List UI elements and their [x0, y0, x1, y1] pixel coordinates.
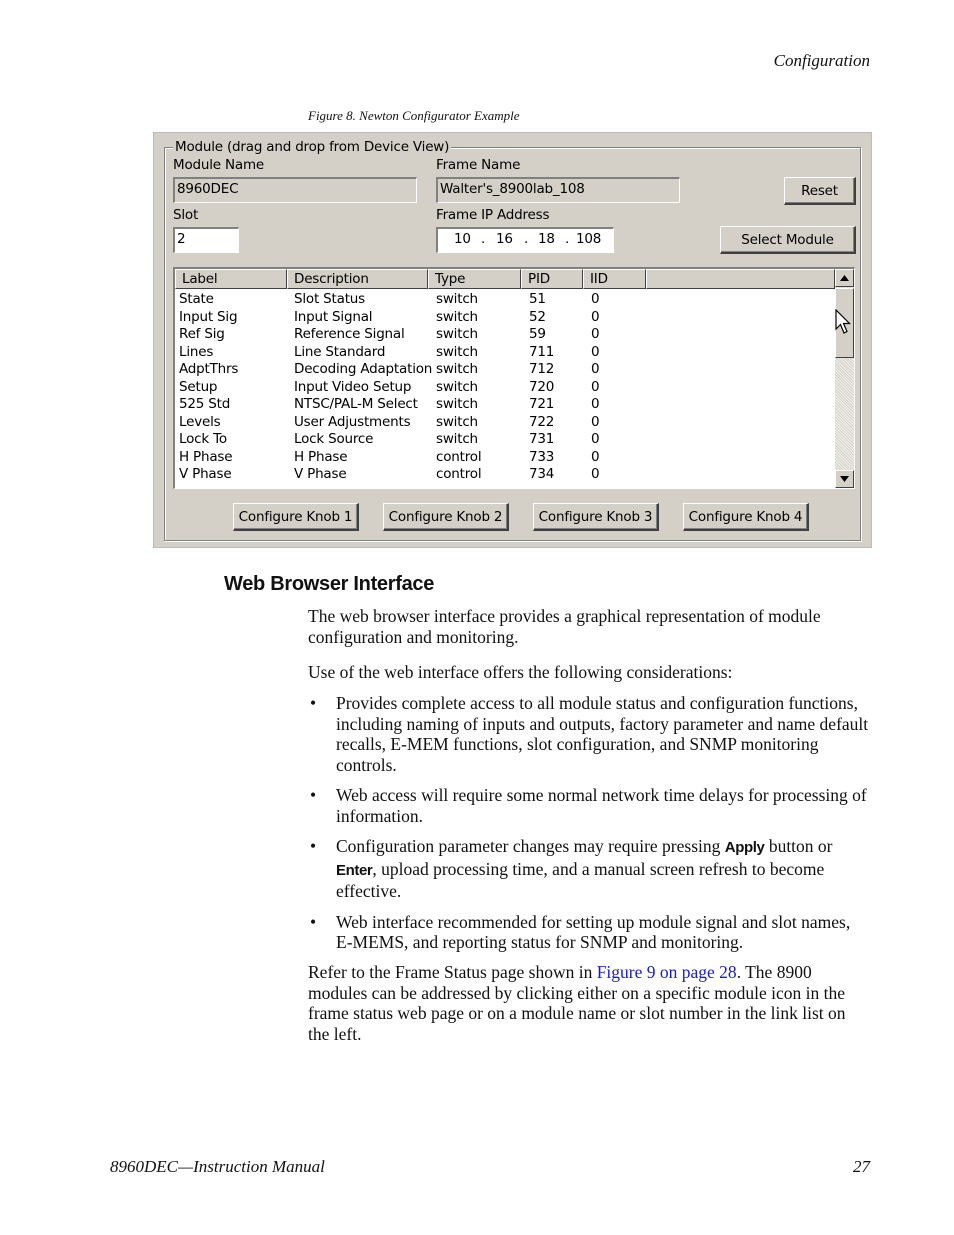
scroll-down-button[interactable] — [835, 470, 854, 488]
cell-pid: 712 — [529, 361, 555, 377]
cell-type: switch — [436, 378, 478, 395]
column-header-description[interactable]: Description — [287, 269, 428, 289]
ip-octet-4: 108 — [576, 231, 602, 247]
cell-label: Ref Sig — [179, 326, 225, 342]
table-row[interactable] — [175, 431, 835, 449]
cell-iid: 0 — [591, 361, 600, 377]
cell-iid: 0 — [591, 448, 600, 465]
cell-iid: 0 — [591, 396, 600, 412]
column-header-type[interactable]: Type — [428, 269, 521, 289]
column-header-iid[interactable]: IID — [583, 269, 646, 289]
parameter-list[interactable] — [173, 267, 855, 489]
frame-name-label: Frame Name — [436, 157, 521, 173]
mouse-pointer-icon — [835, 309, 851, 335]
cell-iid: 0 — [591, 343, 600, 360]
cell-type: switch — [436, 343, 478, 360]
section-heading: Web Browser Interface — [224, 573, 435, 595]
cell-description: Lock Source — [294, 431, 374, 447]
cell-pid: 52 — [529, 308, 546, 325]
module-name-label: Module Name — [173, 157, 265, 173]
refer-paragraph — [308, 962, 870, 1044]
ip-octet-1: 10 — [454, 231, 471, 247]
bullet-text — [336, 836, 833, 901]
cell-type: control — [436, 448, 482, 465]
bullet: • — [310, 785, 317, 805]
ip-dot: . — [565, 231, 570, 247]
cell-pid: 731 — [529, 431, 555, 447]
select-module-button[interactable]: Select Module — [720, 226, 856, 254]
bullet-text: Web access will require some normal network time delays for processing of information. — [336, 785, 867, 826]
cell-iid: 0 — [591, 308, 600, 325]
table-row[interactable] — [175, 449, 835, 467]
cell-type: control — [436, 466, 482, 482]
table-row[interactable] — [175, 326, 835, 344]
cell-description: User Adjustments — [294, 413, 411, 430]
table-row[interactable] — [175, 291, 835, 309]
table-row[interactable] — [175, 466, 835, 484]
cell-description: Input Video Setup — [294, 378, 412, 395]
running-header: Configuration — [773, 51, 870, 70]
bullet-text-part: Configuration parameter changes may require pressing — [336, 836, 725, 856]
frame-ip-field[interactable] — [436, 227, 614, 253]
list-header — [175, 269, 835, 289]
figure-caption: Figure 8. Newton Configurator Example — [308, 108, 520, 123]
cell-pid: 733 — [529, 448, 555, 465]
scroll-up-button[interactable] — [835, 269, 854, 287]
cell-label: Input Sig — [179, 308, 238, 325]
cell-label: H Phase — [179, 448, 233, 465]
bullet-text-part: , upload processing time, and a manual screen refresh to become effective. — [336, 858, 825, 901]
table-row[interactable] — [175, 344, 835, 362]
bullet-text: Provides complete access to all module status and configuration functions, including naming of inputs and outputs, factory parameter and name default recalls, E-MEM functions, slot configuration, and SNMP monitoring controls. — [336, 693, 869, 775]
newton-configurator-dialog — [153, 132, 872, 548]
list-body — [175, 290, 835, 489]
cell-type: switch — [436, 396, 478, 412]
cell-label: Levels — [179, 413, 221, 430]
list-item — [308, 912, 870, 953]
apply-keyword: Apply — [724, 839, 765, 856]
refer-text: Refer to the Frame Status page shown in — [308, 962, 597, 982]
ip-dot: . — [481, 231, 486, 247]
table-row[interactable] — [175, 309, 835, 327]
cell-description: Input Signal — [294, 308, 373, 325]
arrow-down-icon — [840, 476, 849, 482]
cell-label: AdptThrs — [179, 361, 239, 377]
cell-type: switch — [436, 308, 478, 325]
bullet-text: Web interface recommended for setting up module signal and slot names, E-MEMS, and reporting status for SNMP and monitoring. — [336, 911, 851, 952]
configure-knob-4-button[interactable]: Configure Knob 4 — [683, 503, 809, 531]
table-row[interactable] — [175, 379, 835, 397]
cell-description: NTSC/PAL-M Select — [294, 396, 418, 412]
cell-description: Line Standard — [294, 343, 386, 360]
frame-ip-label: Frame IP Address — [436, 207, 550, 223]
cell-pid: 720 — [529, 378, 555, 395]
cell-label: V Phase — [179, 466, 232, 482]
cell-description: H Phase — [294, 448, 348, 465]
cell-type: switch — [436, 326, 478, 342]
cell-iid: 0 — [591, 291, 600, 307]
cell-iid: 0 — [591, 413, 600, 430]
slot-label: Slot — [173, 207, 199, 223]
footer-manual-title: 8960DEC—Instruction Manual — [110, 1157, 325, 1176]
column-header-pid[interactable]: PID — [521, 269, 583, 289]
slot-field[interactable]: 2 — [173, 227, 239, 253]
cell-pid: 711 — [529, 343, 555, 360]
cell-iid: 0 — [591, 326, 600, 342]
frame-name-field[interactable]: Walter's_8900lab_108 — [436, 177, 680, 203]
cell-label: Lock To — [179, 431, 227, 447]
bullet: • — [310, 911, 317, 932]
cell-label: Lines — [179, 343, 214, 360]
table-row[interactable] — [175, 396, 835, 414]
configure-knob-3-button[interactable]: Configure Knob 3 — [533, 503, 659, 531]
module-name-field[interactable]: 8960DEC — [173, 177, 417, 203]
ip-octet-2: 16 — [496, 231, 513, 247]
arrow-up-icon — [840, 275, 849, 281]
cell-description: V Phase — [294, 466, 347, 482]
figure-9-link[interactable]: Figure 9 on page 28 — [596, 962, 737, 982]
configure-knob-2-button[interactable]: Configure Knob 2 — [383, 503, 509, 531]
cell-pid: 51 — [529, 291, 546, 307]
cell-label: State — [179, 291, 214, 307]
cell-type: switch — [436, 413, 478, 430]
enter-keyword: Enter — [336, 861, 373, 879]
cell-pid: 734 — [529, 466, 555, 482]
cell-label: Setup — [179, 378, 218, 395]
cell-iid: 0 — [591, 431, 600, 447]
bullet: • — [310, 836, 317, 856]
table-row[interactable] — [175, 414, 835, 432]
column-header-empty — [646, 269, 835, 289]
ip-octet-3: 18 — [538, 231, 555, 247]
cell-type: switch — [436, 291, 478, 307]
cell-description: Slot Status — [294, 291, 365, 307]
column-header-label[interactable]: Label — [175, 269, 287, 289]
cell-type: switch — [436, 361, 478, 377]
considerations-paragraph: Use of the web interface offers the following considerations: — [308, 662, 733, 682]
list-item — [308, 785, 870, 826]
list-item — [308, 836, 870, 902]
cell-pid: 721 — [529, 396, 555, 412]
list-item — [308, 693, 870, 775]
cell-description: Reference Signal — [294, 326, 405, 342]
table-row[interactable] — [175, 361, 835, 379]
configure-knob-1-button[interactable]: Configure Knob 1 — [233, 503, 359, 531]
cell-pid: 722 — [529, 413, 555, 430]
page-number: 27 — [853, 1157, 870, 1176]
ip-dot: . — [524, 231, 529, 247]
group-title: Module (drag and drop from Device View) — [175, 139, 450, 155]
cell-type: switch — [436, 431, 478, 447]
vertical-scrollbar[interactable] — [835, 269, 854, 488]
cell-description: Decoding Adaptation — [294, 361, 433, 377]
intro-paragraph: The web browser interface provides a graphical representation of module configuration and monitoring. — [308, 606, 821, 647]
cell-iid: 0 — [591, 378, 600, 395]
refer-text: . The 8900 modules can be addressed by clicking either on a specific module icon in the frame status web page or on a module name or slot number in the link list on the left. — [308, 962, 846, 1044]
bullet: • — [310, 693, 317, 713]
cell-pid: 59 — [529, 326, 546, 342]
reset-button[interactable]: Reset — [784, 177, 856, 205]
cell-label: 525 Std — [179, 396, 231, 412]
bullet-text-part: button or — [764, 836, 833, 856]
cell-iid: 0 — [591, 466, 600, 482]
considerations-list — [308, 693, 870, 963]
